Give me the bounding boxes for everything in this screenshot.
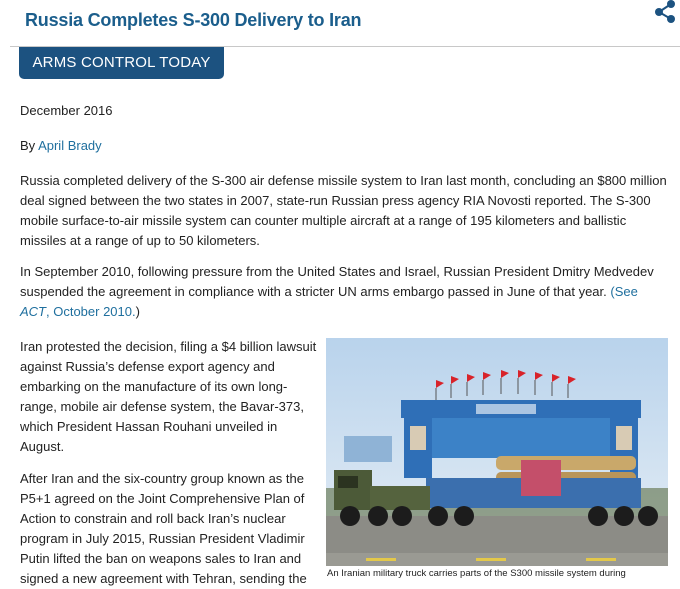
byline xyxy=(20,136,102,156)
act-link-publication: ACT xyxy=(20,304,46,319)
page-title: Russia Completes S-300 Delivery to Iran xyxy=(25,10,362,30)
road-mark xyxy=(366,558,396,561)
float-body xyxy=(411,418,631,458)
paragraph-3: Iran protested the decision, filing a $4 billion lawsuit against Russia’s defense export agency and embarking on the manufacture of its own long-range, mobile air defense system, the Bavar-373, which President Hassan Rouhani unveiled in August. xyxy=(20,339,317,454)
paragraph-2 xyxy=(20,262,670,322)
paragraph-2-text: In September 2010, following pressure from the United States and Israel, Russian President Dmitry Medvedev suspended the agreement in compliance with a stricter UN arms embargo passed in June of that year. xyxy=(20,264,654,299)
share-icon-graphic xyxy=(652,0,678,24)
article-date: December 2016 xyxy=(20,103,113,118)
portrait-right xyxy=(616,426,632,450)
stand-canopy xyxy=(344,436,392,462)
paragraph-2-close: ) xyxy=(135,304,140,319)
missile-canister xyxy=(496,456,636,470)
parade-illustration xyxy=(326,338,668,566)
paragraph-1: Russia completed delivery of the S-300 air defense missile system to Iran last month, concluding an $800 million deal signed between the two states in 2007, state-run Russian press agency RIA Novosti reported. The S-300 mobile surface-to-air missile system can counter multiple aircraft at a range of 195 kilometers and ballistic missiles at a range of up to 50 kilometers. xyxy=(20,173,667,248)
share-icon[interactable] xyxy=(652,0,678,24)
s300-parade-photo xyxy=(326,338,668,566)
act-link-open: (See xyxy=(610,284,638,299)
portrait-left xyxy=(410,426,426,450)
float-emblem xyxy=(476,404,536,414)
author-link[interactable]: April Brady xyxy=(38,138,102,153)
flower-display xyxy=(521,460,561,496)
article-header xyxy=(0,0,680,46)
byline-prefix: By xyxy=(20,138,39,153)
road-mark xyxy=(476,558,506,561)
arms-control-today-badge[interactable]: ARMS CONTROL TODAY xyxy=(19,47,224,79)
road-mark xyxy=(586,558,616,561)
paragraph-4: After Iran and the six-country group known as the P5+1 agreed on the Joint Comprehensive Plan of Action to constrain and roll back Iran’s nuclear program in July 2015, Russian President Vladimir Putin lifted the ban on weapons sales to Iran and signed a new agreement with Tehran, sending the xyxy=(20,471,307,586)
act-link-date: , October 2010. xyxy=(46,304,136,319)
photo-caption: An Iranian military truck carries parts of the S300 missile system during xyxy=(327,568,626,579)
truck-window xyxy=(338,476,358,488)
